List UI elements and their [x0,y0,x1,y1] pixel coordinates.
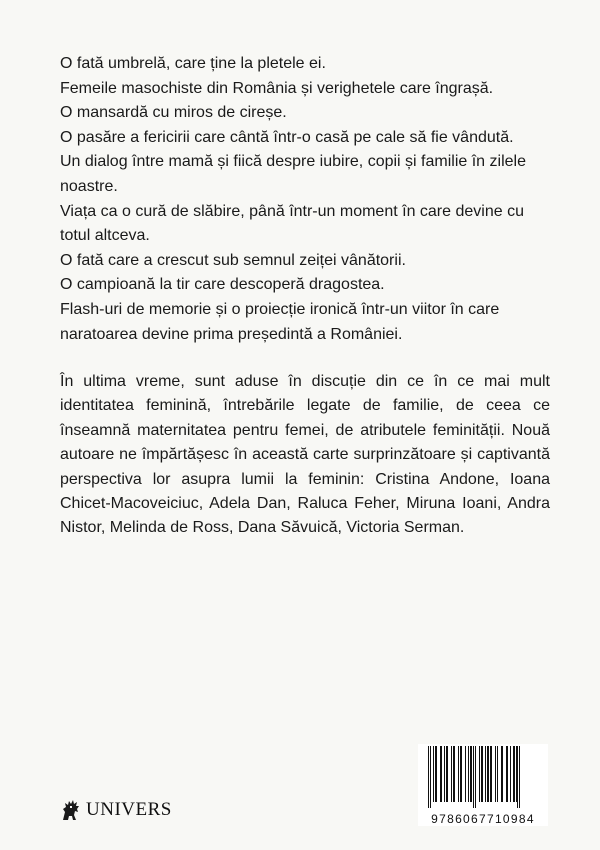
barcode-bar [435,746,437,802]
teaser-line: O mansardă cu miros de cireșe. [60,104,287,122]
barcode-bar [446,746,448,802]
barcode-bars [426,746,540,808]
teaser-line: Un dialog între mamă și fiică despre iubire, copii și familie în zilele noastre. [60,153,526,195]
publisher-name: UNIVERS [86,799,172,820]
barcode-bar [517,746,518,808]
barcode-bar [510,746,511,802]
barcode-bar [481,746,483,802]
barcode-bar [497,746,498,802]
barcode-bar [458,746,459,802]
book-description [60,370,550,541]
isbn-barcode [418,744,548,826]
barcode-bar [506,746,508,802]
barcode-bar [501,746,503,802]
barcode-bar [433,746,434,802]
teaser-line: Viața ca o cură de slăbire, până într-un moment în care devine cu totul altceva. [60,202,524,245]
description-paragraph: În ultima vreme, sunt aduse în discuție din ce în ce mai mult identitatea feminină, întrebările legate de familie, de ceea ce înseamnă maternitatea pentru femei, de atributele feminității. Nouă autoare ne împărtășesc în această carte surprinzătoare și captivantă perspectiva lor asupra lumii la feminin: Cristina Andone, Ioana Chicet-Macoveiciuc, Adela Dan, Raluca Feher, Miruna Ioani, Andra Nistor, Melinda de Ross, Dana Săvuică, Victoria Serman. [60,373,550,537]
barcode-bar [460,746,462,802]
barcode-bar [475,746,476,808]
barcode-bar [451,746,452,802]
barcode-bar [485,746,486,802]
teaser-line: O fată umbrelă, care ține la pletele ei. [60,55,326,72]
barcode-bar [519,746,520,808]
barcode-bar [487,746,489,802]
barcode-bar [453,746,455,802]
barcode-bar [440,746,442,802]
isbn-number: 9786067710984 [431,812,535,826]
barcode-bar [516,746,517,802]
barcode-bar [470,746,472,802]
barcode-bar [479,746,480,802]
barcode-bar [428,746,429,808]
winged-horse-icon [60,798,82,822]
barcode-bar [495,746,496,802]
barcode-bar [490,746,492,802]
barcode-bar [430,746,431,808]
teaser-line: O campioană la tir care descoperă dragostea. [60,276,385,294]
barcode-bar [465,746,466,802]
teaser-list [60,52,550,347]
teaser-line: O fată care a crescut sub semnul zeiței vânătorii. [60,251,406,269]
teaser-line: Femeile masochiste din România și verighetele care îngrașă. [60,79,494,97]
barcode-bar [513,746,515,802]
publisher-logo [60,798,172,822]
teaser-line: Flash-uri de memorie și o proiecție ironică într-un viitor în care naratoarea devine prima președintă a României. [60,300,500,343]
barcode-bar [468,746,469,802]
teaser-line: O pasăre a fericirii care cântă într-o casă pe cale să fie vândută. [60,128,514,146]
barcode-bar [473,746,474,808]
barcode-bar [444,746,445,802]
